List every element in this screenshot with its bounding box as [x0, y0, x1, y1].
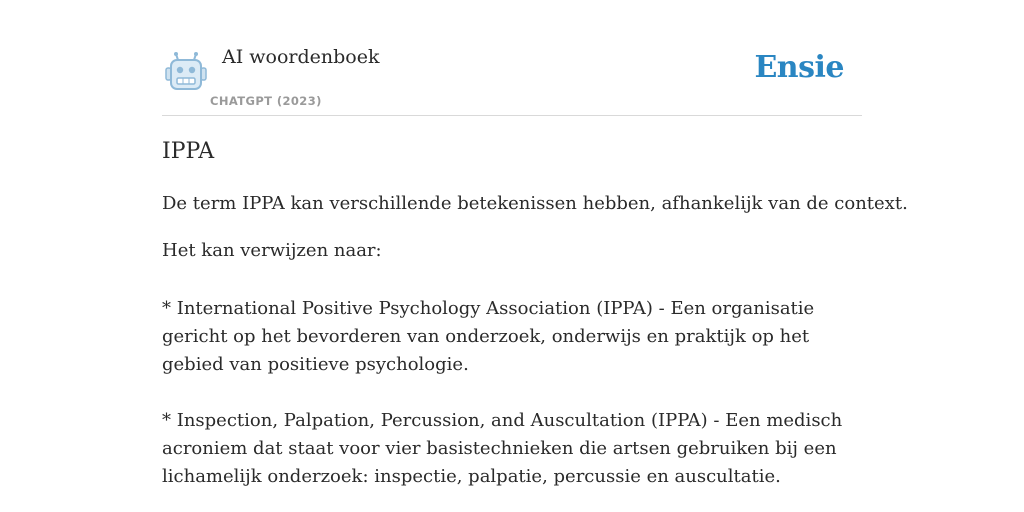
page-title: IPPA — [162, 139, 215, 164]
definition-item: * Inspection, Palpation, Percussion, and Auscultation (IPPA) - Een medisch acroniem dat staat voor vier basistechnieken die artsen gebruiken bij een lichamelijk onderzoek: inspectie, palpatie, percussie en auscultatie. — [162, 410, 843, 487]
robot-icon — [165, 51, 207, 91]
header — [162, 0, 862, 116]
source-title[interactable]: AI woordenboek — [222, 46, 380, 68]
brand-logo[interactable]: Ensie — [754, 50, 844, 85]
definition-item: * International Positive Psychology Association (IPPA) - Een organisatie gericht op het bevorderen van onderzoek, onderwijs en praktijk op het gebied van positieve psychologie. — [162, 298, 815, 375]
page-container — [162, 0, 908, 487]
intro-text: De term IPPA kan verschillende betekenissen hebben, afhankelijk van de context. — [162, 193, 908, 214]
source-subtitle: CHATGPT (2023) — [210, 94, 322, 108]
lead-text: Het kan verwijzen naar: — [162, 240, 382, 261]
